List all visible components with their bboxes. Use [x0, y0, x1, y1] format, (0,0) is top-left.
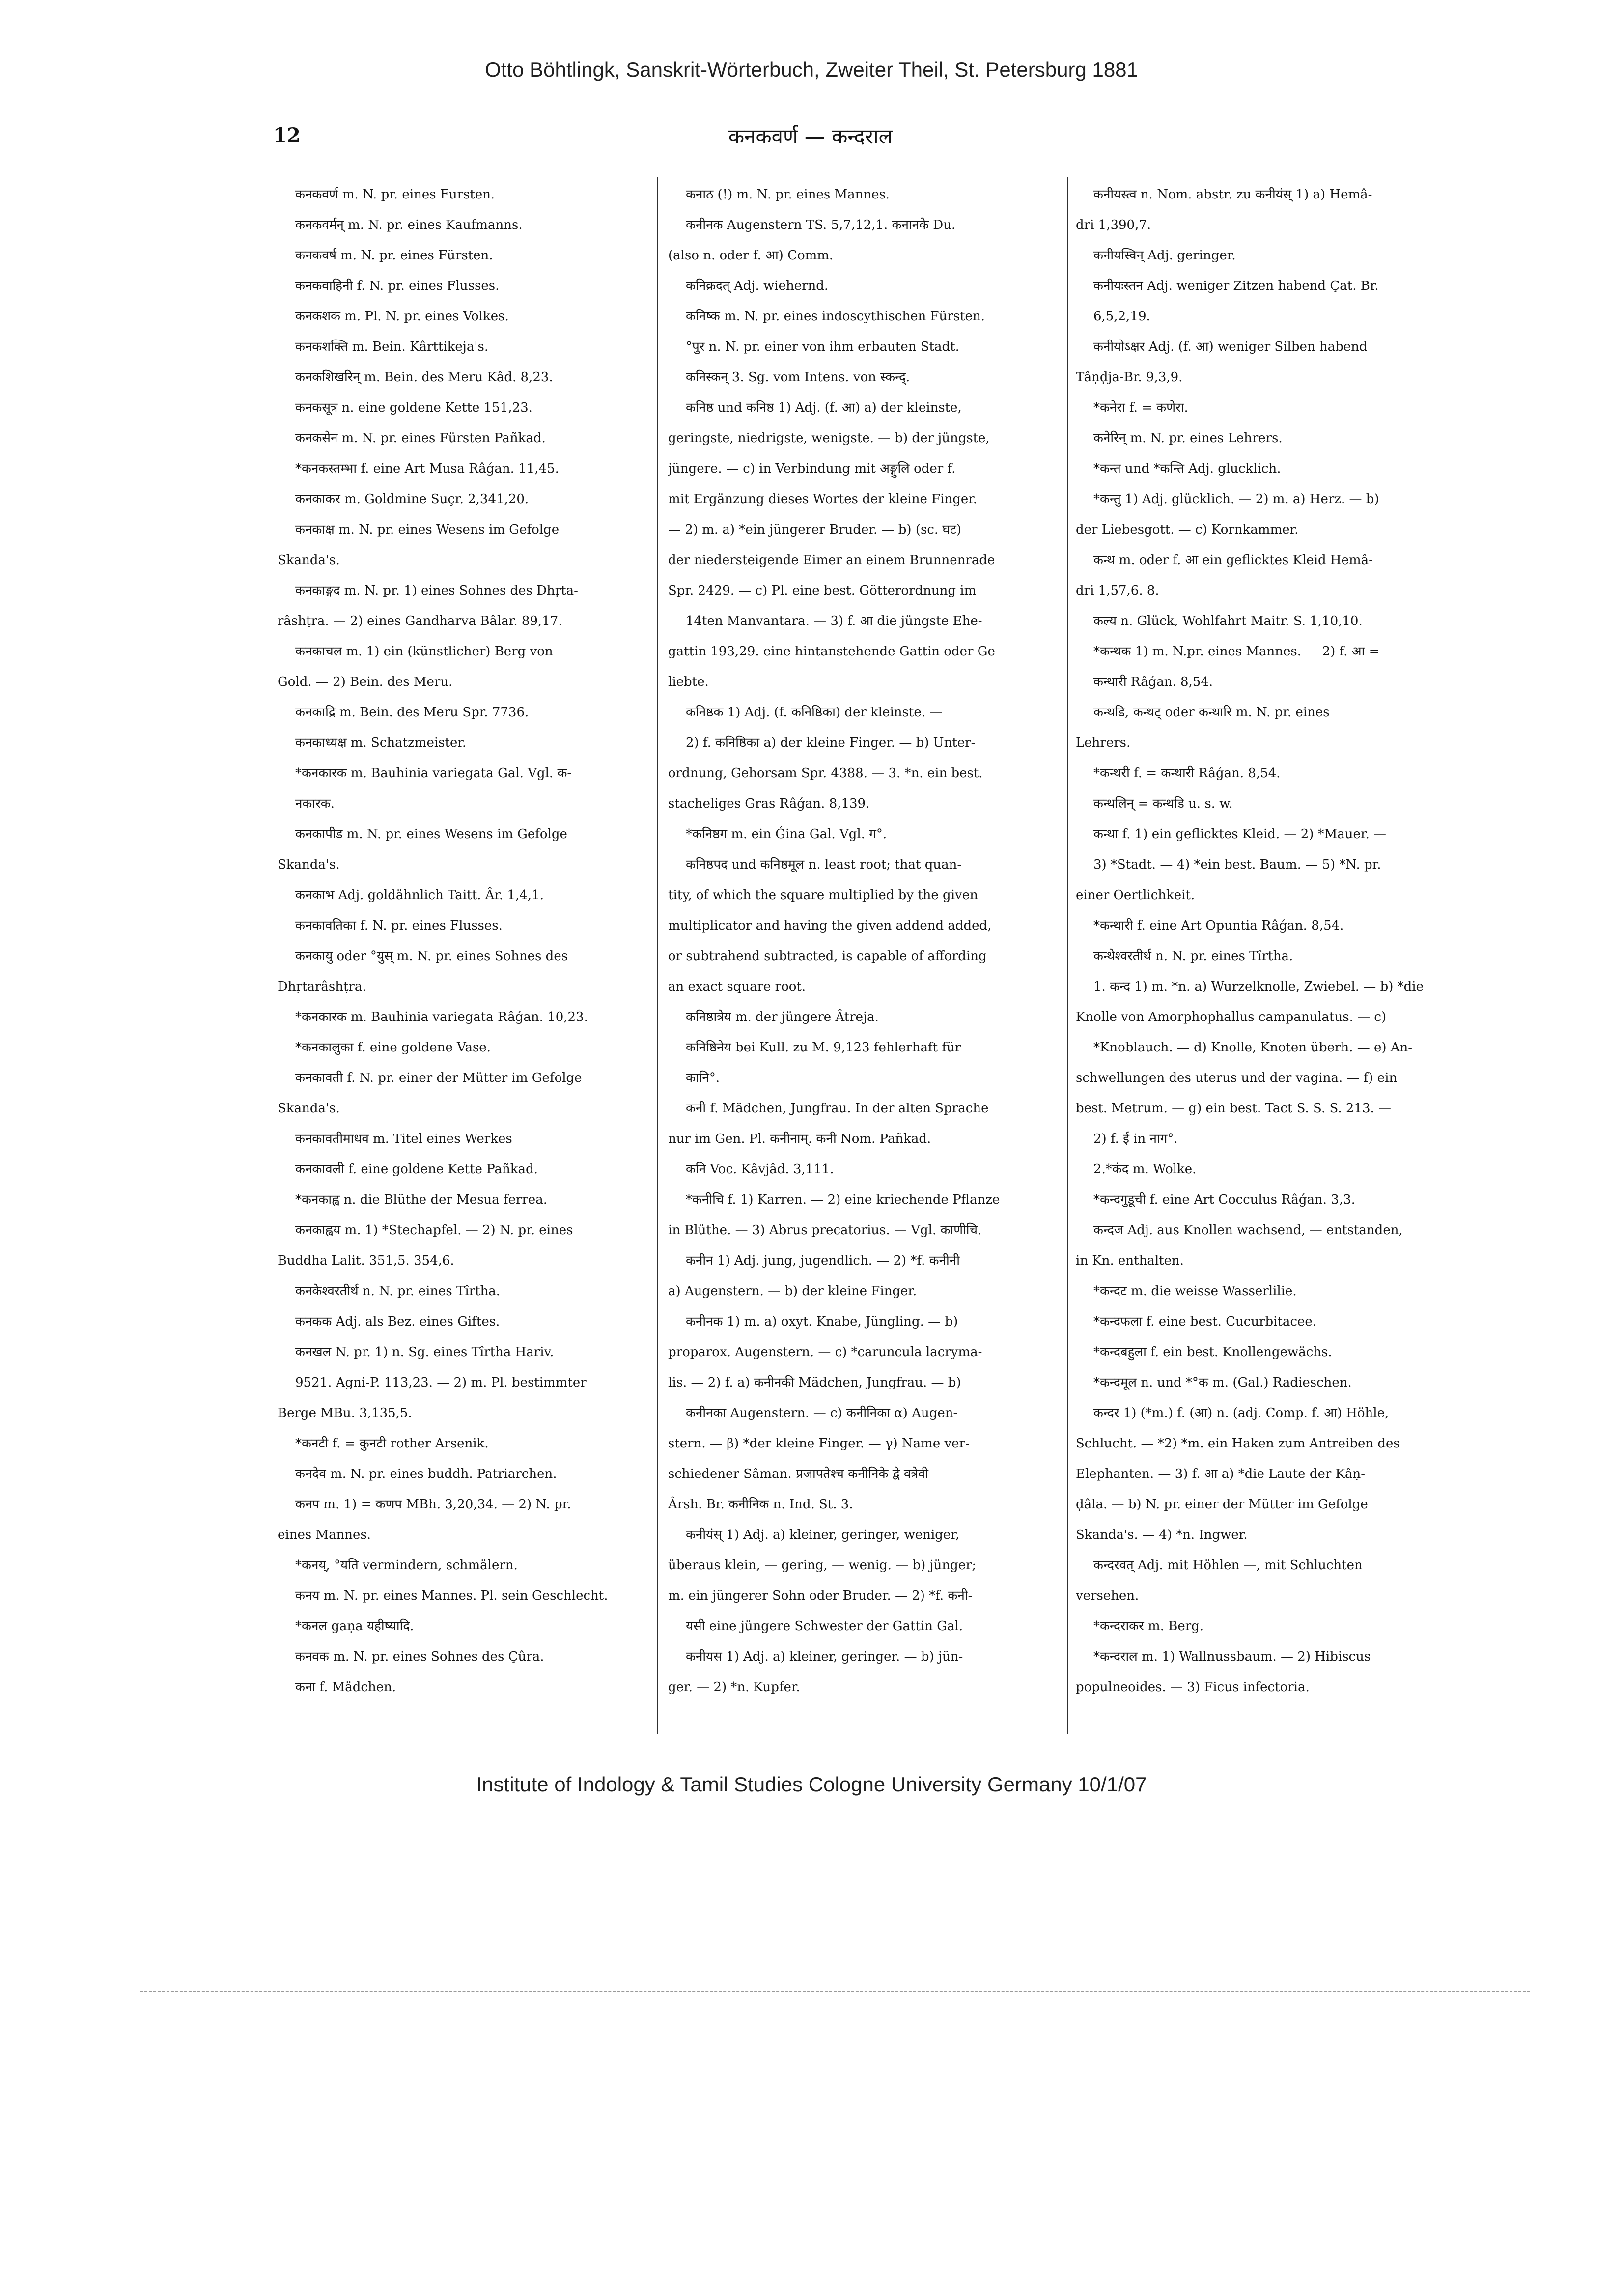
- entry-line: eines Mannes.: [278, 1528, 371, 1542]
- entry-line: कनेरिन् m. N. pr. eines Lehrers.: [1093, 431, 1283, 446]
- dictionary-column-1: [278, 179, 651, 1702]
- entry-line: कना f. Mädchen.: [295, 1680, 396, 1695]
- entry-line: कनकेश्वरतीर्थ n. N. pr. eines Tîrtha.: [295, 1284, 501, 1299]
- column-rule-right: [1067, 177, 1068, 1734]
- entry-line: *कन्दराकर m. Berg.: [1093, 1619, 1204, 1634]
- entry-line: Skanda's.: [278, 553, 340, 567]
- entry-line: कन्थेश्वरतीर्थ n. N. pr. eines Tîrtha.: [1093, 949, 1293, 964]
- entry-line: *कनल gaṇa यहीष्यादि.: [295, 1619, 414, 1634]
- entry-line: Knolle von Amorphophallus campanulatus. — c): [1076, 1010, 1387, 1024]
- entry-line: Tâṇḍja-Br. 9,3,9.: [1076, 370, 1183, 385]
- entry-line: Skanda's.: [278, 1101, 340, 1116]
- entry-line: Elephanten. — 3) f. आ a) *die Laute der Kâṇ-: [1076, 1467, 1366, 1481]
- entry-line: *कन्त und *कन्ति Adj. glucklich.: [1093, 461, 1281, 476]
- entry-line: कनीयःस्तन Adj. weniger Zitzen habend Çat. Br.: [1093, 279, 1379, 293]
- entry-line: कनीनका Augenstern. — c) कनीनिका α) Augen-: [686, 1406, 958, 1420]
- entry-line: कन्था f. 1) ein geflicktes Kleid. — 2) *Mauer. —: [1093, 827, 1387, 842]
- entry-line: कनकापीड m. N. pr. eines Wesens im Gefolge: [295, 827, 567, 842]
- entry-line: कनकक Adj. als Bez. eines Giftes.: [295, 1314, 500, 1329]
- entry-line: कन्दरवत् Adj. mit Höhlen —, mit Schluchten: [1093, 1558, 1363, 1573]
- entry-line: *कनकारक m. Bauhinia variegata Râǵan. 10,23.: [295, 1010, 588, 1024]
- entry-line: 3) *Stadt. — 4) *ein best. Baum. — 5) *N. pr.: [1093, 857, 1381, 872]
- entry-line: liebte.: [668, 675, 709, 689]
- entry-line: कन्दर 1) (*m.) f. (आ) n. (adj. Comp. f. आ) Höhle,: [1093, 1406, 1389, 1420]
- entry-line: 2.*कंद m. Wolke.: [1093, 1162, 1197, 1177]
- entry-line: कनकाह्वय m. 1) *Stechapfel. — 2) N. pr. eines: [295, 1223, 573, 1238]
- entry-line: râshṭra. — 2) eines Gandharva Bâlar. 89,17.: [278, 614, 562, 628]
- entry-line: कनकवर्ष m. N. pr. eines Fürsten.: [295, 248, 493, 263]
- entry-line: कन्थडि, कन्थट् oder कन्थारि m. N. pr. eines: [1093, 705, 1330, 720]
- entry-line: *कन्दफला f. eine best. Cucurbitacee.: [1093, 1314, 1317, 1329]
- entry-line: *Knoblauch. — d) Knolle, Knoten überh. — e) An-: [1093, 1040, 1413, 1055]
- entry-line: कनकावतिका f. N. pr. eines Flusses.: [295, 918, 503, 933]
- entry-line: कनय m. N. pr. eines Mannes. Pl. sein Geschlecht.: [295, 1588, 608, 1603]
- entry-line: best. Metrum. — g) ein best. Tact S. S. S. 213. —: [1076, 1101, 1392, 1116]
- entry-line: gattin 193,29. eine hintanstehende Gattin oder Ge-: [668, 644, 1000, 659]
- entry-line: कन्थलिन् = कन्थडि u. s. w.: [1093, 796, 1233, 811]
- entry-line: schwellungen des uterus und der vagina. — f) ein: [1076, 1071, 1398, 1085]
- entry-line: geringste, niedrigste, wenigste. — b) der jüngste,: [668, 431, 990, 446]
- scan-edge-line: [140, 1991, 1530, 1992]
- entry-line: कनकाभ Adj. goldähnlich Taitt. Âr. 1,4,1.: [295, 888, 544, 903]
- entry-line: Spr. 2429. — c) Pl. eine best. Götterordnung im: [668, 583, 977, 598]
- entry-line: *कन्दट m. die weisse Wasserlilie.: [1093, 1284, 1297, 1299]
- entry-line: कल्य n. Glück, Wohlfahrt Maitr. S. 1,10,10.: [1093, 614, 1363, 628]
- entry-line: नकारक.: [295, 796, 335, 811]
- entry-line: a) Augenstern. — b) der kleine Finger.: [668, 1284, 917, 1299]
- entry-line: कनीनक 1) m. a) oxyt. Knabe, Jüngling. — b): [686, 1314, 958, 1329]
- entry-line: कनीनक Augenstern TS. 5,7,12,1. कनानके Du.: [686, 218, 956, 232]
- entry-line: यसी eine jüngere Schwester der Gattin Gal.: [686, 1619, 963, 1634]
- entry-line: *कन्थक 1) m. N.pr. eines Mannes. — 2) f. आ =: [1093, 644, 1380, 659]
- entry-line: कनकाकर m. Goldmine Suçr. 2,341,20.: [295, 492, 529, 507]
- entry-line: कनकशक m. Pl. N. pr. eines Volkes.: [295, 309, 509, 324]
- entry-line: कनीयस्त्व n. Nom. abstr. zu कनीयंस् 1) a) Hemâ-: [1093, 187, 1372, 202]
- entry-line: *कनटी f. = कुनटी rother Arsenik.: [295, 1436, 489, 1451]
- entry-line: tity, of which the square multiplied by the given: [668, 888, 978, 903]
- entry-line: कनकाङ्गद m. N. pr. 1) eines Sohnes des Dhṛta-: [295, 583, 578, 598]
- entry-line: proparox. Augenstern. — c) *caruncula lacryma-: [668, 1345, 982, 1360]
- source-citation: Otto Böhtlingk, Sanskrit-Wörterbuch, Zweiter Theil, St. Petersburg 1881: [485, 58, 1138, 81]
- entry-line: कनी f. Mädchen, Jungfrau. In der alten Sprache: [686, 1101, 989, 1116]
- entry-line: कनकशक्ति m. Bein. Kârttikeja's.: [295, 340, 489, 354]
- entry-line: कनकशिखरिन् m. Bein. des Meru Kâd. 8,23.: [295, 370, 553, 385]
- entry-line: stern. — β) *der kleine Finger. — γ) Name ver-: [668, 1436, 970, 1451]
- entry-line: कनकसूत्र n. eine goldene Kette 151,23.: [295, 400, 532, 415]
- entry-line: कनकावली f. eine goldene Kette Pañkad.: [295, 1162, 538, 1177]
- entry-line: कनाठ (!) m. N. pr. eines Mannes.: [686, 187, 890, 202]
- entry-line: ger. — 2) *n. Kupfer.: [668, 1680, 800, 1695]
- entry-line: Berge MBu. 3,135,5.: [278, 1406, 412, 1420]
- entry-line: einer Oertlichkeit.: [1076, 888, 1195, 903]
- running-head: कनकवर्ण — कन्दराल: [728, 124, 893, 148]
- entry-line: (also n. oder f. आ) Comm.: [668, 248, 834, 263]
- entry-line: nur im Gen. Pl. कनीनाम्. कनी Nom. Pañkad.: [668, 1132, 931, 1146]
- entry-line: *कन्दगुडूची f. eine Art Cocculus Râǵan. 3,3.: [1093, 1192, 1355, 1207]
- entry-line: कन्थारी Râǵan. 8,54.: [1093, 675, 1213, 689]
- entry-line: multiplicator and having the given addend added,: [668, 918, 992, 933]
- entry-line: कनकवर्ण m. N. pr. eines Fursten.: [295, 187, 495, 202]
- entry-line: ḍâla. — b) N. pr. einer der Mütter im Gefolge: [1076, 1497, 1368, 1512]
- entry-line: कनिष्क m. N. pr. eines indoscythischen Fürsten.: [686, 309, 985, 324]
- entry-line: Gold. — 2) Bein. des Meru.: [278, 675, 453, 689]
- entry-line: कनीयोऽक्षर Adj. (f. आ) weniger Silben habend: [1093, 340, 1368, 354]
- entry-line: *कन्थारी f. eine Art Opuntia Râǵan. 8,54.: [1093, 918, 1344, 933]
- entry-line: कनकाद्रि m. Bein. des Meru Spr. 7736.: [295, 705, 529, 720]
- digitization-credit: Institute of Indology & Tamil Studies Cologne University Germany 10/1/07: [476, 1773, 1147, 1796]
- entry-line: कनकवर्मन् m. N. pr. eines Kaufmanns.: [295, 218, 523, 232]
- entry-line: कनिष्ठ und कनिष्ठ 1) Adj. (f. आ) a) der kleinste,: [686, 400, 962, 415]
- entry-line: dri 1,390,7.: [1076, 218, 1151, 232]
- entry-line: कनिष्ठपद und कनिष्ठमूल n. least root; that quan-: [686, 857, 962, 872]
- entry-line: कनीयस 1) Adj. a) kleiner, geringer. — b) jün-: [686, 1649, 963, 1664]
- entry-line: °पुर n. N. pr. einer von ihm erbauten Stadt.: [686, 340, 959, 354]
- entry-line: कनीयस्विन् Adj. geringer.: [1093, 248, 1236, 263]
- entry-line: dri 1,57,6. 8.: [1076, 583, 1159, 598]
- entry-line: or subtrahend subtracted, is capable of affording: [668, 949, 987, 964]
- entry-line: कनिष्ठक 1) Adj. (f. कनिष्ठिका) der kleinste. —: [686, 705, 943, 720]
- entry-line: *कनीचि f. 1) Karren. — 2) eine kriechende Pflanze: [686, 1192, 1000, 1207]
- entry-line: 6,5,2,19.: [1093, 309, 1150, 324]
- entry-line: an exact square root.: [668, 979, 806, 994]
- entry-line: Dhṛtarâshṭra.: [278, 979, 366, 994]
- entry-line: stacheliges Gras Râǵan. 8,139.: [668, 796, 870, 811]
- entry-line: populneoides. — 3) Ficus infectoria.: [1076, 1680, 1310, 1695]
- entry-line: lis. — 2) f. a) कनीनकी Mädchen, Jungfrau. — b): [668, 1375, 961, 1390]
- entry-line: *कन्थरी f. = कन्थारी Râǵan. 8,54.: [1093, 766, 1281, 781]
- entry-line: in Blüthe. — 3) Abrus precatorius. — Vgl. काणीचि.: [668, 1223, 982, 1238]
- entry-line: कनवक m. N. pr. eines Sohnes des Çûra.: [295, 1649, 544, 1664]
- entry-line: Ârsh. Br. कनीनिक n. Ind. St. 3.: [668, 1497, 853, 1512]
- entry-line: कनकाचल m. 1) ein (künstlicher) Berg von: [295, 644, 553, 659]
- entry-line: कनिष्ठात्रेय m. der jüngere Âtreja.: [686, 1010, 879, 1024]
- entry-line: 1. कन्द 1) m. *n. a) Wurzelknolle, Zwiebel. — b) *die: [1093, 979, 1424, 994]
- entry-line: *कनकाह्व n. die Blüthe der Mesua ferrea.: [295, 1192, 548, 1207]
- entry-line: कन्थ m. oder f. आ ein geflicktes Kleid Hemâ-: [1093, 553, 1373, 567]
- dictionary-column-3: [1076, 179, 1459, 1702]
- entry-line: Lehrers.: [1076, 736, 1131, 750]
- entry-line: कनिष्ठिनेय bei Kull. zu M. 9,123 fehlerhaft für: [686, 1040, 961, 1055]
- entry-line: 9521. Agni-P. 113,23. — 2) m. Pl. bestimmter: [295, 1375, 587, 1390]
- entry-line: *कन्दमूल n. und *°क m. (Gal.) Radieschen.: [1093, 1375, 1352, 1390]
- entry-line: *कन्तु 1) Adj. glücklich. — 2) m. a) Herz. — b): [1093, 492, 1379, 507]
- entry-line: *कन्दराल m. 1) Wallnussbaum. — 2) Hibiscus: [1093, 1649, 1371, 1664]
- entry-line: *कनकस्तम्भा f. eine Art Musa Râǵan. 11,45.: [295, 461, 559, 476]
- entry-line: कनकावती f. N. pr. einer der Mütter im Gefolge: [295, 1071, 582, 1085]
- entry-line: कनीयंस् 1) Adj. a) kleiner, geringer, weniger,: [686, 1528, 960, 1542]
- entry-line: 2) f. ई in नाग°.: [1093, 1132, 1178, 1146]
- entry-line: कनदेव m. N. pr. eines buddh. Patriarchen.: [295, 1467, 557, 1481]
- entry-line: कन्दज Adj. aus Knollen wachsend, — entstanden,: [1093, 1223, 1403, 1238]
- entry-line: कानि°.: [686, 1071, 720, 1085]
- entry-line: *कनेरा f. = कणेरा.: [1093, 400, 1188, 415]
- entry-line: कनप m. 1) = कणप MBh. 3,20,34. — 2) N. pr.: [295, 1497, 571, 1512]
- entry-line: überaus klein, — gering, — wenig. — b) jünger;: [668, 1558, 977, 1573]
- entry-line: 2) f. कनिष्ठिका a) der kleine Finger. — b) Unter-: [686, 736, 976, 750]
- entry-line: कनखल N. pr. 1) n. Sg. eines Tîrtha Hariv.: [295, 1345, 554, 1360]
- entry-line: कनकसेन m. N. pr. eines Fürsten Pañkad.: [295, 431, 546, 446]
- entry-line: कनकायु oder °युस् m. N. pr. eines Sohnes des: [295, 949, 568, 964]
- entry-line: m. ein jüngerer Sohn oder Bruder. — 2) *f. कनी-: [668, 1588, 973, 1603]
- entry-line: कनिस्कन् 3. Sg. vom Intens. von स्कन्द्.: [686, 370, 910, 385]
- entry-line: *कनकालुका f. eine goldene Vase.: [295, 1040, 491, 1055]
- entry-line: *कन्दबहुला f. ein best. Knollengewächs.: [1093, 1345, 1332, 1360]
- entry-line: versehen.: [1076, 1588, 1139, 1603]
- entry-line: Skanda's.: [278, 857, 340, 872]
- entry-line: *कनय्, °यति vermindern, schmälern.: [295, 1558, 518, 1573]
- entry-line: jüngere. — c) in Verbindung mit अङ्गुलि oder f.: [668, 461, 956, 476]
- entry-line: *कनिष्ठग m. ein Ǵina Gal. Vgl. ग°.: [686, 827, 887, 842]
- entry-line: Schlucht. — *2) *m. ein Haken zum Antreiben des: [1076, 1436, 1400, 1451]
- entry-line: Skanda's. — 4) *n. Ingwer.: [1076, 1528, 1248, 1542]
- entry-line: कनकाक्ष m. N. pr. eines Wesens im Gefolge: [295, 522, 560, 537]
- entry-line: Buddha Lalit. 351,5. 354,6.: [278, 1253, 454, 1268]
- entry-line: कनकावतीमाधव m. Titel eines Werkes: [295, 1132, 512, 1146]
- entry-line: कनकाध्यक्ष m. Schatzmeister.: [295, 736, 467, 750]
- dictionary-column-2: [668, 179, 1061, 1702]
- entry-line: कनीन 1) Adj. jung, jugendlich. — 2) *f. कनीनी: [686, 1253, 960, 1268]
- entry-line: in Kn. enthalten.: [1076, 1253, 1184, 1268]
- entry-line: mit Ergänzung dieses Wortes der kleine Finger.: [668, 492, 978, 507]
- entry-line: *कनकारक m. Bauhinia variegata Gal. Vgl. क-: [295, 766, 572, 781]
- entry-line: — 2) m. a) *ein jüngerer Bruder. — b) (sc. घट): [668, 522, 962, 537]
- entry-line: 14ten Manvantara. — 3) f. आ die jüngste Ehe-: [686, 614, 982, 628]
- entry-line: कनकवाहिनी f. N. pr. eines Flusses.: [295, 279, 500, 293]
- entry-line: ordnung, Gehorsam Spr. 4388. — 3. *n. ein best.: [668, 766, 983, 781]
- entry-line: कनिक्रदत् Adj. wiehernd.: [686, 279, 829, 293]
- entry-line: der niedersteigende Eimer an einem Brunnenrade: [668, 553, 995, 567]
- entry-line: schiedener Sâman. प्रजापतेश्च कनीनिके द्वे वत्रेवी: [668, 1467, 928, 1481]
- page-number: 12: [273, 124, 301, 147]
- entry-line: der Liebesgott. — c) Kornkammer.: [1076, 522, 1299, 537]
- column-rule-left: [657, 177, 658, 1734]
- entry-line: कनि Voc. Kâvjâd. 3,111.: [686, 1162, 834, 1177]
